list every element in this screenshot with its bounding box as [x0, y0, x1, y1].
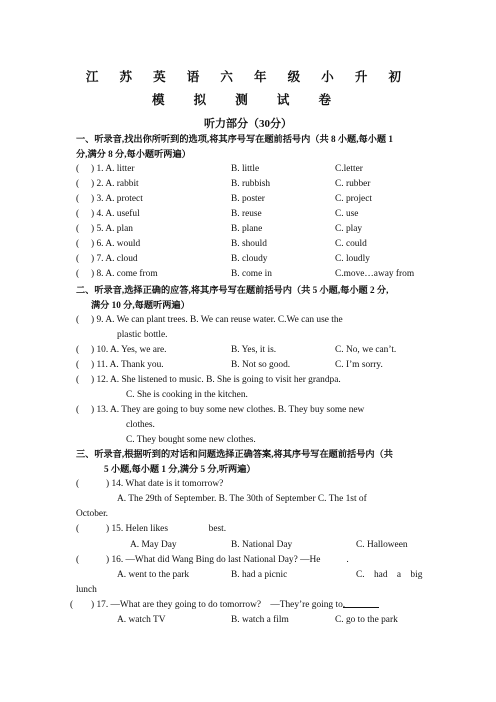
answer-paren[interactable]: ( — [76, 479, 80, 489]
option-c: C. use — [335, 209, 359, 219]
part3-instruction-line1: 三、听录音,根据听到的对话和问题选择正确答案,将其序号写在题前括号内（共 — [76, 449, 393, 459]
answer-paren[interactable]: ( — [76, 254, 80, 264]
option-b: B. little — [231, 164, 260, 174]
option-c: C. project — [335, 194, 372, 204]
answer-paren[interactable]: ( — [76, 209, 80, 219]
answer-paren[interactable]: ( — [76, 360, 80, 370]
option-b: B. should — [231, 239, 267, 249]
question-15 — [106, 522, 226, 537]
answer-paren[interactable]: ( — [76, 555, 80, 565]
question-row-16 — [76, 553, 422, 568]
option-c: C. loudly — [335, 254, 370, 264]
option-b: B. rubbish — [231, 179, 271, 189]
question-17-text: ) 17. —What are they going to do tomorrow? —They’re going to — [91, 600, 343, 610]
question-13: ) 13. A. They are going to buy some new clothes. B. They buy some new — [91, 405, 365, 415]
answer-paren[interactable]: ( — [76, 224, 80, 234]
question-16-options — [76, 568, 422, 583]
option-b: B. reuse — [231, 209, 262, 219]
question-14-options: A. The 29th of September. B. The 30th of September C. The 1st of — [117, 494, 367, 504]
question-14: ) 14. What date is it tomorrow? — [106, 479, 224, 489]
option-b: B. plane — [231, 224, 263, 234]
option-b: B. National Day — [231, 540, 293, 550]
question-row — [76, 237, 422, 252]
option-b: B. Yes, it is. — [231, 345, 277, 355]
question-row — [76, 207, 422, 222]
option-c: C. No, we can’t. — [335, 345, 397, 355]
question-14-cont: October. — [76, 509, 109, 519]
question-row-17 — [70, 598, 416, 613]
question-row-12 — [76, 373, 422, 388]
option-a: ) 2. A. rabbit — [91, 179, 139, 189]
exam-subtitle: 模 拟 测 试 卷 — [151, 93, 344, 107]
option-a: ) 8. A. come from — [91, 269, 158, 279]
answer-paren[interactable]: ( — [76, 524, 80, 534]
option-a: A. watch TV — [117, 615, 166, 625]
question-15-options — [76, 538, 422, 553]
part1-instruction-line1: 一、听录音,找出你所听到的选项,将其序号写在题前括号内（共 8 小题,每小题 1 — [76, 134, 393, 144]
question-17-tail: . — [342, 600, 346, 610]
option-c: C. I’m sorry. — [335, 360, 383, 370]
option-b: B. had a picnic — [231, 570, 288, 580]
question-row-15 — [76, 522, 422, 537]
option-a: ) 5. A. plan — [91, 224, 133, 234]
listening-section-title: 听力部分（30分） — [204, 118, 292, 130]
part1-instruction-line2: 分,满分 8 分,每小题听两遍） — [76, 149, 191, 159]
answer-paren[interactable]: ( — [76, 375, 80, 385]
option-c: C.move…away from — [335, 269, 415, 279]
question-15-tail: best. — [208, 524, 227, 534]
option-c: C. play — [335, 224, 363, 234]
question-16-cont: lunch — [76, 585, 97, 595]
option-c: C. rubber — [335, 179, 371, 189]
part1-instruction — [76, 132, 422, 162]
question-row — [76, 222, 422, 237]
part3-instruction-line2: 5 小题,每小题 1 分,满分 5 分,听两遍） — [104, 464, 256, 474]
option-b: B. cloudy — [231, 254, 268, 264]
question-9-cont: plastic bottle. — [117, 330, 168, 340]
question-row-14 — [76, 477, 422, 492]
option-c: C. go to the park — [335, 615, 398, 625]
question-row-10 — [76, 343, 422, 358]
question-row-13 — [76, 403, 422, 418]
question-row — [76, 162, 422, 177]
option-a: A. May Day — [130, 540, 177, 550]
option-c: C.letter — [335, 164, 363, 174]
answer-paren[interactable]: ( — [76, 345, 80, 355]
part2-instruction-line1: 二、听录音,选择正确的应答,将其序号写在题前括号内（共 5 小题,每小题 2 分, — [76, 285, 389, 295]
answer-paren[interactable]: ( — [70, 600, 74, 610]
answer-blank[interactable] — [343, 598, 379, 608]
question-16-tail: . — [346, 555, 349, 565]
option-a: ) 6. A. would — [91, 239, 141, 249]
option-c: C. had a big — [356, 570, 423, 580]
question-row — [76, 177, 422, 192]
option-a: ) 3. A. protect — [91, 194, 143, 204]
question-12-option-c: C. She is cooking in the kitchen. — [126, 390, 248, 400]
question-9: ) 9. A. We can plant trees. B. We can reuse water. C.We can use the — [91, 315, 343, 325]
option-a: ) 10. A. Yes, we are. — [91, 345, 167, 355]
option-b: B. Not so good. — [231, 360, 291, 370]
option-b: B. come in — [231, 269, 272, 279]
part2-instruction-line2: 满分 10 分,每题听两遍） — [91, 300, 190, 310]
question-row — [76, 267, 422, 282]
question-row-9 — [76, 313, 422, 328]
option-c: C. Halloween — [356, 540, 408, 550]
question-15-text: ) 15. Helen likes — [106, 524, 168, 534]
option-c: C. could — [335, 239, 367, 249]
question-12: ) 12. A. She listened to music. B. She is going to visit her grandpa. — [91, 375, 341, 385]
question-13-cont: clothes. — [126, 420, 155, 430]
question-row — [76, 192, 422, 207]
question-17 — [91, 598, 345, 613]
option-a: ) 1. A. litter — [91, 164, 135, 174]
answer-paren[interactable]: ( — [76, 164, 80, 174]
option-a: ) 11. A. Thank you. — [91, 360, 164, 370]
question-row — [76, 252, 422, 267]
answer-paren[interactable]: ( — [76, 315, 80, 325]
question-16 — [106, 553, 349, 568]
part2-instruction — [76, 283, 422, 313]
part3-instruction — [76, 447, 422, 477]
question-row-11 — [76, 358, 422, 373]
option-b: B. poster — [231, 194, 265, 204]
option-a: ) 4. A. useful — [91, 209, 140, 219]
question-13-option-c: C. They bought some new clothes. — [126, 435, 256, 445]
answer-blank[interactable] — [320, 553, 346, 562]
answer-paren[interactable]: ( — [76, 239, 80, 249]
answer-paren[interactable]: ( — [76, 405, 80, 415]
answer-paren[interactable]: ( — [76, 269, 80, 279]
question-16-text: ) 16. —What did Wang Bing do last National Day? —He — [106, 555, 321, 565]
answer-paren[interactable]: ( — [76, 194, 80, 204]
option-a: A. went to the park — [117, 570, 190, 580]
answer-blank[interactable] — [170, 522, 206, 531]
exam-title: 江 苏 英 语 六 年 级 小 升 初 — [85, 70, 411, 84]
answer-paren[interactable]: ( — [76, 179, 80, 189]
option-a: ) 7. A. cloud — [91, 254, 138, 264]
option-b: B. watch a film — [231, 615, 289, 625]
question-17-options — [76, 613, 422, 628]
